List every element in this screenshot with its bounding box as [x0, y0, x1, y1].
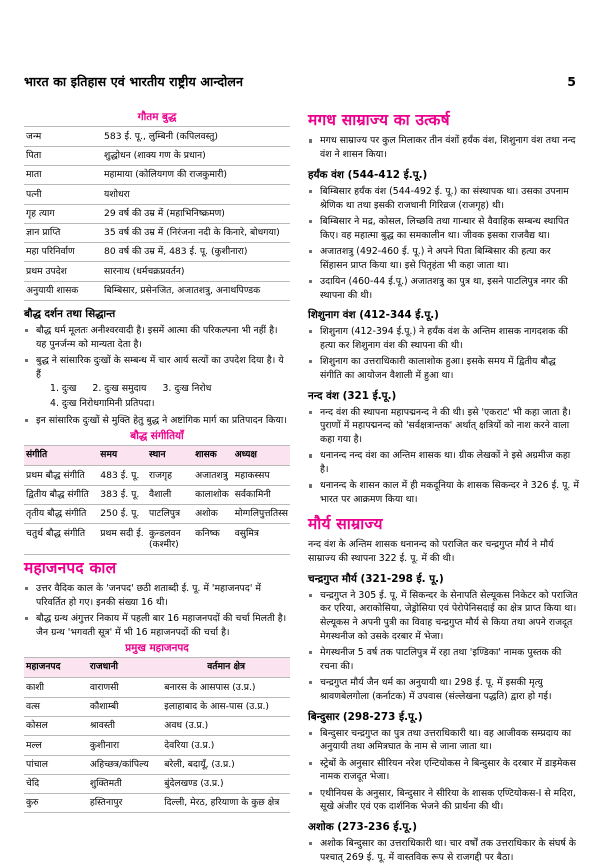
- table-row: [24, 485, 290, 504]
- table-row: [24, 165, 290, 184]
- buddha-key: महा परिनिर्वाण: [26, 246, 75, 258]
- chandragupta-section: [308, 573, 580, 704]
- cell: कुरु: [26, 797, 39, 809]
- cell: इलाहाबाद के आस-पास (उ.प्र.): [164, 701, 269, 713]
- cell: मल्ल: [26, 739, 42, 751]
- buddha-key: माता: [26, 169, 42, 181]
- table-header-row: [24, 446, 290, 466]
- list-item: बौद्ध ग्रन्थ अंगुत्तर निकाय में पहली बार 16 महाजनपदों की चर्चा मिलती है। जैन ग्रन्थ 'भगवती सूत्र' में भी 16 महाजनपदों की चर्चा है।: [24, 612, 290, 639]
- cell: श्रावस्ती: [89, 720, 116, 732]
- table-row: [24, 504, 290, 523]
- table-row: [24, 146, 290, 165]
- table-row: [24, 243, 290, 262]
- buddha-key: पत्नी: [26, 188, 42, 200]
- buddha-key: प्रथम उपदेश: [26, 265, 67, 277]
- table-row: [24, 774, 290, 793]
- buddha-key: गृह त्याग: [26, 207, 55, 219]
- cell: दिल्ली, मेरठ, हरियाणा के कुछ क्षेत्र: [164, 797, 280, 809]
- mahajanapad-table: [24, 657, 290, 813]
- table-row: [24, 223, 290, 242]
- list-item: मगध साम्राज्य पर कुल मिलाकर तीन वंशों हर्यंक वंश, शिशुनाग वंश तथा नन्द वंश ने शासन किया।: [308, 134, 580, 161]
- cell: पांचाल: [26, 758, 49, 770]
- list-item: शिशुनाग (412-394 ई.पू.) ने हर्यंक वंश के अन्तिम शासक नागदशक की हत्या कर शिशुनाग वंश की स्थापना की थी।: [308, 325, 580, 352]
- bindusar-section: [308, 711, 580, 814]
- table-row: [24, 204, 290, 223]
- buddhist-councils-table: [24, 445, 290, 555]
- list-item: स्ट्रेबों के अनुसार सीरियन नरेश एन्टियोकस ने बिन्दुसार के दरबार में डाइमेकस नामक राजदूत भेजा।: [308, 757, 580, 784]
- column-header: शासक: [195, 450, 217, 461]
- truth-4: 4. दुःख निरोधगामिनी प्रतिपदा।: [50, 398, 155, 410]
- cell: हस्तिनापुर: [89, 797, 123, 809]
- list-item-text: बुद्ध ने सांसारिक दुःखों के सम्बन्ध में चार आर्य सत्यों का उपदेश दिया है। ये हैं: [36, 354, 284, 380]
- chandragupta-heading: चन्द्रगुप्त मौर्य (321-298 ई. पू.): [308, 572, 444, 585]
- cell: कुशीनारा: [89, 739, 120, 751]
- table-row: [24, 736, 290, 755]
- page-header: [24, 74, 578, 93]
- right-column: [308, 111, 580, 867]
- list-item: एथीनियस के अनुसार, बिन्दुसार ने सीरिया के शासक एण्टियोकस-I से मदिरा, सूखे अंजीर एवं एक दार्शनिक भेजने की प्रार्थना की थी।: [308, 787, 580, 814]
- buddha-value: यशोधरा: [104, 188, 130, 200]
- maurya-section: [308, 515, 580, 566]
- philosophy-bullets: [24, 324, 290, 428]
- table-row: [24, 185, 290, 204]
- buddha-value: महामाया (कोलियगण की राजकुमारी): [104, 169, 227, 181]
- shishunag-heading: शिशुनाग वंश (412-344 ई.पू.): [308, 309, 439, 322]
- buddha-value: सारनाथ (धर्मचक्रप्रवर्तन): [104, 265, 185, 277]
- truth-3: 3. दुःख निरोध: [162, 383, 212, 395]
- table-row: [24, 524, 290, 555]
- list-item: चन्द्रगुप्त ने 305 ई. पू. में सिकन्दर के सेनापति सेल्यूकस निकेटर को पराजित कर एरिया, अराकोसिया, जेड्रोसिया एवं पेरोपेनिसदाई का क्षेत्र प्राप्त किया था। सेल्यूकस ने अपनी पुत्री का विवाह चन्द्रगुप्त मौर्य से किया तथा अपने राजदूत मेगस्थनीज को उसके दरबार में भेजा।: [308, 589, 580, 644]
- cell: कुन्डलवन (कश्मीर): [148, 527, 181, 551]
- column-header: अध्यक्ष: [234, 450, 257, 461]
- maurya-intro-text: नन्द वंश के अन्तिम शासक धनानन्द को पराजित कर चन्द्रगुप्त मौर्य ने मौर्य साम्राज्य की स्थापना 322 ई. पू. में की थी।: [308, 539, 554, 564]
- column-header: स्थान: [148, 450, 166, 461]
- cell: वाराणसी: [89, 681, 119, 693]
- cell: वैशाली: [148, 489, 172, 500]
- philosophy-heading: बौद्ध दर्शन तथा सिद्धान्त: [24, 307, 116, 320]
- ashok-heading: अशोक (273-236 ई.पू.): [308, 821, 417, 834]
- buddha-key: अनुयायी शासक: [26, 285, 79, 297]
- column-header: संगीति: [26, 450, 48, 461]
- cell: अवध (उ.प्र.): [164, 720, 209, 732]
- two-column-body: [24, 111, 578, 867]
- shishunag-bullets: [308, 325, 580, 382]
- cell: पाटलिपुत्र: [148, 508, 181, 520]
- cell: देवरिया (उ.प्र.): [164, 739, 215, 751]
- list-item: शिशुनाग का उत्तराधिकारी कालाशोक हुआ। इसके समय में द्वितीय बौद्ध संगीति का आयोजन वैशाली में हुआ था।: [308, 355, 580, 382]
- haryank-heading: हर्यंक वंश (544-412 ई.पू.): [308, 168, 428, 181]
- buddha-key: पिता: [26, 150, 42, 162]
- table-row: [24, 281, 290, 300]
- table-header-row: [24, 658, 290, 678]
- table-row: [24, 755, 290, 774]
- left-column: [24, 111, 290, 817]
- cell: अजातशत्रु: [195, 469, 228, 481]
- table-row: [24, 794, 290, 813]
- cell: मोग्गलिपुत्ततिस्स: [234, 508, 288, 520]
- buddhist-philosophy-section: [24, 308, 290, 428]
- cell: 483 ई. पू.: [100, 469, 140, 481]
- maurya-heading: मौर्य साम्राज्य: [308, 514, 383, 533]
- buddhist-councils-section: [24, 430, 290, 555]
- mahajanapad-bullets: [24, 582, 290, 639]
- chandragupta-bullets: [308, 589, 580, 704]
- list-item: बिम्बिसार ने मद्र, कोसल, लिच्छवि तथा गान्धार से वैवाहिक सम्बन्ध स्थापित किए। वह महात्मा बुद्ध का समकालीन था। जीवक इसका राजवैद्य था।: [308, 215, 580, 242]
- list-item: नन्द वंश की स्थापना महापद्मनन्द ने की थी। इसे 'एकराट' भी कहा जाता है। पुराणों में महापद्मनन्द को 'सर्वक्षत्रान्तक' अर्थात् क्षत्रियों को नाश करने वाला कहा गया है।: [308, 406, 580, 447]
- ashok-section: [308, 821, 580, 864]
- list-item: [24, 354, 290, 412]
- cell: प्रथम बौद्ध संगीति: [26, 469, 85, 481]
- mahajanapad-kaal-heading: महाजनपद काल: [24, 558, 117, 577]
- list-item: मेगस्थनीज 5 वर्ष तक पाटलिपुत्र में रहा तथा 'इण्डिका' नामक पुस्तक की रचना की।: [308, 646, 580, 673]
- column-header: समय: [100, 450, 118, 461]
- buddha-value: 80 वर्ष की उम्र में, 483 ई. पू. (कुशीनारा): [104, 246, 248, 258]
- gautam-buddha-section: [24, 111, 290, 301]
- cell: चतुर्थ बौद्ध संगीति: [26, 527, 86, 539]
- page-title: भारत का इतिहास एवं भारतीय राष्ट्रीय आन्दोलन: [24, 74, 244, 89]
- buddha-value: 35 वर्ष की उम्र में (निरंजना नदी के किनारे, बोधगया): [104, 227, 280, 239]
- page-number: 5: [567, 74, 576, 89]
- mahajanapad-table-section: [24, 642, 290, 813]
- shishunag-section: [308, 309, 580, 382]
- table-row: [24, 716, 290, 735]
- cell: कालाशोक: [195, 489, 229, 500]
- column-header: महाजनपद: [26, 662, 61, 673]
- list-item: बिन्दुसार चन्द्रगुप्त का पुत्र तथा उत्तराधिकारी था। वह आजीवक सम्प्रदाय का अनुयायी तथा अमित्रघात के नाम से जाना जाता था।: [308, 727, 580, 754]
- list-item: अजातशत्रु (492-460 ई. पू.) ने अपने पिता बिम्बिसार की हत्या कर सिंहासन प्राप्त किया था। इसे पितृहंता भी कहा जाता था।: [308, 245, 580, 272]
- bindusar-bullets: [308, 727, 580, 814]
- list-item: धनानन्द नन्द वंश का अन्तिम शासक था। ग्रीक लेखकों ने इसे अग्रमीज कहा है।: [308, 449, 580, 476]
- cell: शुक्तिमती: [89, 778, 122, 790]
- buddha-value: 29 वर्ष की उम्र में (महाभिनिष्क्रमण): [104, 207, 225, 219]
- buddha-key: ज्ञान प्राप्ति: [26, 227, 61, 239]
- cell: बुंदेलखण्ड (उ.प्र.): [164, 778, 224, 790]
- buddha-value: शुद्धोधन (शाक्य गण के प्रधान): [104, 150, 206, 162]
- truth-2: 2. दुःख समुदाय: [92, 383, 147, 395]
- cell: बरेली, बदायूँ, (उ.प्र.): [164, 758, 235, 770]
- list-item: उत्तर वैदिक काल के 'जनपद' छठी शताब्दी ई. पू. में 'महाजनपद' में परिवर्तित हो गए। इनकी संख्या 16 थी।: [24, 582, 290, 609]
- cell: बनारस के आसपास (उ.प्र.): [164, 681, 256, 693]
- table-row: [24, 466, 290, 485]
- cell: अशोक: [195, 508, 218, 520]
- table-row: [24, 262, 290, 281]
- magadh-section: [308, 111, 580, 162]
- cell: वत्स: [26, 701, 40, 713]
- nand-heading: नन्द वंश (321 ई.पू.): [308, 389, 397, 402]
- cell: चेदि: [26, 778, 40, 790]
- cell: अहिच्छत्र/कांपिल्य: [89, 758, 149, 770]
- list-item: उदायिन (460-44 ई.पू.) अजातशत्रु का पुत्र था, इसने पाटलिपुत्र नगर की स्थापना की थी।: [308, 275, 580, 302]
- list-item: चन्द्रगुप्त मौर्य जैन धर्म का अनुयायी था। 298 ई. पू. में इसकी मृत्यु श्रावणबेलगोला (कर्नाटक) में उपवास (संल्लेखना पद्धति) द्वारा हो गई।: [308, 676, 580, 703]
- councils-title: बौद्ध संगीतियाँ: [130, 430, 184, 443]
- four-truths-line-1: [36, 382, 290, 396]
- list-item: अशोक बिन्दुसार का उत्तराधिकारी था। चार वर्षों तक उत्तराधिकार के संघर्ष के पश्चात् 269 ई. पू. में वास्तविक रूप से राजगद्दी पर बैठा।: [308, 837, 580, 864]
- table-row: [24, 697, 290, 716]
- cell: महाकस्सप: [234, 469, 270, 481]
- cell: काशी: [26, 681, 45, 693]
- haryank-section: [308, 169, 580, 302]
- nand-section: [308, 390, 580, 507]
- cell: राजगृह: [148, 469, 172, 481]
- mahajanapad-table-title: प्रमुख महाजनपद: [125, 642, 189, 655]
- cell: कौशाम्बी: [89, 701, 119, 713]
- buddha-key: जन्म: [26, 130, 42, 142]
- cell: कनिष्क: [195, 527, 220, 539]
- cell: वसुमित्र: [234, 527, 259, 539]
- cell: 383 ई. पू.: [100, 489, 140, 500]
- table-row: [24, 127, 290, 146]
- cell: कोसल: [26, 720, 48, 732]
- mahajanapad-kaal-section: [24, 559, 290, 640]
- list-item: इन सांसारिक दुःखों से मुक्ति हेतु बुद्ध ने अष्टांगिक मार्ग का प्रतिपादन किया।: [24, 414, 290, 428]
- column-header: राजधानी: [89, 662, 119, 673]
- magadh-heading: मगध साम्राज्य का उत्कर्ष: [308, 111, 450, 130]
- bindusar-heading: बिन्दुसार (298-273 ई.पू.): [308, 710, 423, 723]
- buddha-value: बिम्बिसार, प्रसेनजित, अजातशत्रु, अनाथपिण्डक: [104, 285, 261, 297]
- cell: 250 ई. पू.: [100, 508, 140, 520]
- cell: सर्वकामिनी: [234, 489, 271, 500]
- list-item: बिम्बिसार हर्यंक वंश (544-492 ई. पू.) का संस्थापक था। उसका उपनाम श्रेणिक था तथा इसकी राजधानी गिरिव्रज (राजगृह) थी।: [308, 185, 580, 212]
- haryank-bullets: [308, 185, 580, 302]
- four-truths-line-2: [36, 397, 290, 411]
- cell: तृतीय बौद्ध संगीति: [26, 508, 87, 520]
- ashok-bullets: [308, 837, 580, 864]
- column-header: वर्तमान क्षेत्र: [207, 662, 246, 673]
- list-item: धनानन्द के शासन काल में ही मकदूनिया के शासक सिकन्दर ने 326 ई. पू. में भारत पर आक्रमण किया था।: [308, 479, 580, 506]
- magadh-bullets: [308, 134, 580, 161]
- nand-bullets: [308, 406, 580, 507]
- gautam-buddha-title: गौतम बुद्ध: [137, 111, 177, 124]
- cell: द्वितीय बौद्ध संगीति: [26, 489, 89, 500]
- truth-1: 1. दुःख: [50, 383, 77, 395]
- list-item: बौद्ध धर्म मूलतः अनीश्वरवादी है। इसमें आत्मा की परिकल्पना भी नहीं है। यह पुनर्जन्म को मान्यता देता है।: [24, 324, 290, 351]
- table-row: [24, 678, 290, 697]
- gautam-buddha-table: [24, 126, 290, 301]
- buddha-value: 583 ई. पू., लुम्बिनी (कपिलवस्तु): [104, 130, 218, 142]
- cell: प्रथम सदी ई.: [100, 527, 144, 539]
